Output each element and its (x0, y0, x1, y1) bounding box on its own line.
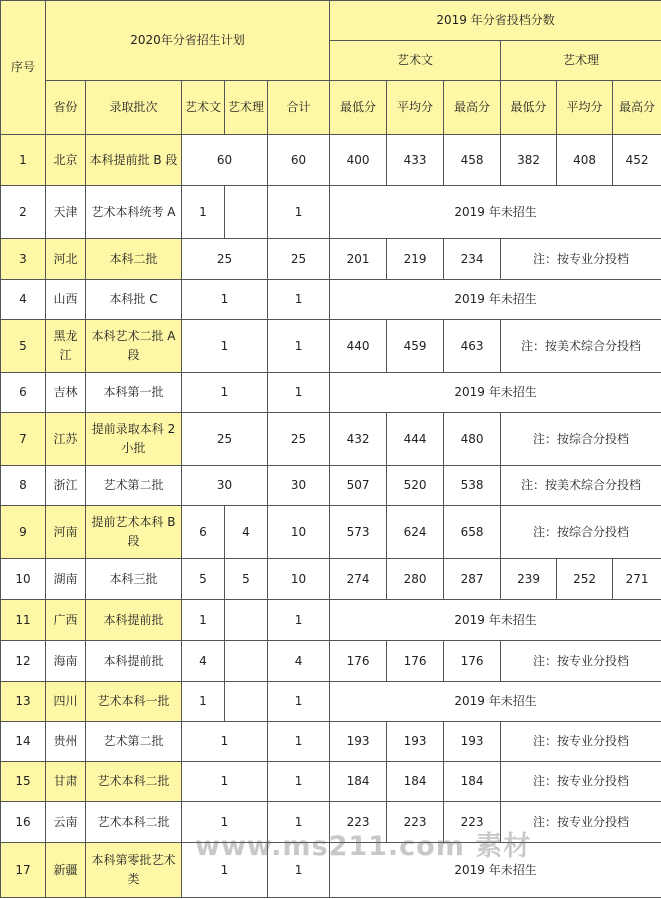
plan-total: 10 (268, 506, 330, 559)
row-number: 8 (1, 466, 46, 506)
header-batch: 录取批次 (86, 81, 182, 135)
plan-science (225, 682, 268, 722)
arts-avg-score: 444 (387, 413, 444, 466)
batch: 艺术第二批 (86, 722, 182, 762)
arts-max-score: 176 (444, 641, 501, 682)
plan-arts: 4 (182, 641, 225, 682)
row-number: 10 (1, 559, 46, 600)
province: 吉林 (46, 373, 86, 413)
header-province: 省份 (46, 81, 86, 135)
not-enrolled-note: 2019 年未招生 (330, 600, 661, 641)
table-row (1, 320, 661, 373)
arts-max-score: 184 (444, 762, 501, 802)
row-number: 14 (1, 722, 46, 762)
batch: 艺术本科二批 (86, 762, 182, 802)
not-enrolled-note: 2019 年未招生 (330, 843, 661, 898)
science-note: 注：按专业分投档 (501, 722, 661, 762)
science-min-score: 239 (501, 559, 557, 600)
plan-total: 1 (268, 762, 330, 802)
science-note: 注：按美术综合分投档 (501, 320, 661, 373)
batch: 本科三批 (86, 559, 182, 600)
plan-total: 1 (268, 373, 330, 413)
arts-min-score: 274 (330, 559, 387, 600)
table-row (1, 186, 661, 239)
province: 天津 (46, 186, 86, 239)
row-number: 9 (1, 506, 46, 559)
header-plan-title: 2020年分省招生计划 (46, 1, 330, 81)
row-number: 2 (1, 186, 46, 239)
arts-max-score: 287 (444, 559, 501, 600)
science-avg-score: 252 (557, 559, 613, 600)
plan-total: 10 (268, 559, 330, 600)
row-number: 15 (1, 762, 46, 802)
arts-avg-score: 433 (387, 135, 444, 186)
plan-total: 60 (268, 135, 330, 186)
header-sci-min: 最低分 (501, 81, 557, 135)
header-art-science: 艺术理 (501, 41, 661, 81)
arts-min-score: 440 (330, 320, 387, 373)
arts-min-score: 184 (330, 762, 387, 802)
province: 黑龙江 (46, 320, 86, 373)
plan-count: 1 (182, 280, 268, 320)
row-number: 11 (1, 600, 46, 641)
table-row (1, 239, 661, 280)
plan-count: 1 (182, 320, 268, 373)
science-avg-score: 408 (557, 135, 613, 186)
batch: 本科二批 (86, 239, 182, 280)
not-enrolled-note: 2019 年未招生 (330, 186, 661, 239)
arts-max-score: 480 (444, 413, 501, 466)
arts-max-score: 193 (444, 722, 501, 762)
batch: 艺术本科统考 A (86, 186, 182, 239)
table-row (1, 135, 661, 186)
table-row (1, 762, 661, 802)
province: 广西 (46, 600, 86, 641)
header-arts-min: 最低分 (330, 81, 387, 135)
arts-min-score: 400 (330, 135, 387, 186)
batch: 提前艺术本科 B 段 (86, 506, 182, 559)
plan-total: 30 (268, 466, 330, 506)
plan-total: 1 (268, 682, 330, 722)
science-note: 注：按综合分投档 (501, 506, 661, 559)
science-min-score: 382 (501, 135, 557, 186)
plan-total: 1 (268, 843, 330, 898)
table-row (1, 280, 661, 320)
plan-science (225, 186, 268, 239)
plan-count: 25 (182, 239, 268, 280)
arts-max-score: 223 (444, 802, 501, 843)
row-number: 17 (1, 843, 46, 898)
arts-min-score: 176 (330, 641, 387, 682)
province: 新疆 (46, 843, 86, 898)
header-arts-max: 最高分 (444, 81, 501, 135)
arts-min-score: 223 (330, 802, 387, 843)
arts-min-score: 201 (330, 239, 387, 280)
arts-min-score: 193 (330, 722, 387, 762)
header-art-arts: 艺术文 (330, 41, 501, 81)
header-sci-avg: 平均分 (557, 81, 613, 135)
plan-count: 1 (182, 762, 268, 802)
science-note: 注：按综合分投档 (501, 413, 661, 466)
row-number: 4 (1, 280, 46, 320)
batch: 艺术本科一批 (86, 682, 182, 722)
plan-science: 5 (225, 559, 268, 600)
batch: 艺术本科二批 (86, 802, 182, 843)
province: 海南 (46, 641, 86, 682)
arts-min-score: 432 (330, 413, 387, 466)
arts-max-score: 463 (444, 320, 501, 373)
plan-arts: 5 (182, 559, 225, 600)
arts-avg-score: 459 (387, 320, 444, 373)
plan-science (225, 641, 268, 682)
arts-max-score: 234 (444, 239, 501, 280)
plan-total: 1 (268, 600, 330, 641)
province: 河北 (46, 239, 86, 280)
plan-arts: 1 (182, 682, 225, 722)
batch: 本科第一批 (86, 373, 182, 413)
row-number: 16 (1, 802, 46, 843)
table-row (1, 373, 661, 413)
header-arts-avg: 平均分 (387, 81, 444, 135)
plan-arts: 1 (182, 186, 225, 239)
table-row (1, 722, 661, 762)
province: 北京 (46, 135, 86, 186)
header-total: 合计 (268, 81, 330, 135)
batch: 本科提前批 B 段 (86, 135, 182, 186)
province: 浙江 (46, 466, 86, 506)
arts-avg-score: 193 (387, 722, 444, 762)
arts-min-score: 507 (330, 466, 387, 506)
science-note: 注：按专业分投档 (501, 802, 661, 843)
row-number: 5 (1, 320, 46, 373)
arts-max-score: 538 (444, 466, 501, 506)
header-plan-science: 艺术理 (225, 81, 268, 135)
arts-avg-score: 280 (387, 559, 444, 600)
header-plan-arts: 艺术文 (182, 81, 225, 135)
plan-total: 25 (268, 413, 330, 466)
arts-avg-score: 223 (387, 802, 444, 843)
province: 云南 (46, 802, 86, 843)
batch: 本科提前批 (86, 641, 182, 682)
row-number: 12 (1, 641, 46, 682)
header-score-title: 2019 年分省投档分数 (330, 1, 661, 41)
plan-total: 4 (268, 641, 330, 682)
arts-avg-score: 176 (387, 641, 444, 682)
province: 贵州 (46, 722, 86, 762)
arts-avg-score: 624 (387, 506, 444, 559)
table-row (1, 466, 661, 506)
plan-count: 60 (182, 135, 268, 186)
plan-arts: 6 (182, 506, 225, 559)
science-note: 注：按美术综合分投档 (501, 466, 661, 506)
not-enrolled-note: 2019 年未招生 (330, 682, 661, 722)
table-row (1, 506, 661, 559)
plan-total: 1 (268, 722, 330, 762)
plan-science (225, 600, 268, 641)
arts-max-score: 658 (444, 506, 501, 559)
plan-total: 25 (268, 239, 330, 280)
table-row (1, 600, 661, 641)
arts-min-score: 573 (330, 506, 387, 559)
arts-max-score: 458 (444, 135, 501, 186)
plan-total: 1 (268, 802, 330, 843)
batch: 艺术第二批 (86, 466, 182, 506)
science-note: 注：按专业分投档 (501, 641, 661, 682)
science-max-score: 452 (613, 135, 661, 186)
province: 江苏 (46, 413, 86, 466)
province: 四川 (46, 682, 86, 722)
batch: 本科艺术二批 A 段 (86, 320, 182, 373)
header-sci-max: 最高分 (613, 81, 661, 135)
batch: 提前录取本科 2 小批 (86, 413, 182, 466)
arts-avg-score: 184 (387, 762, 444, 802)
batch: 本科批 C (86, 280, 182, 320)
table-row (1, 413, 661, 466)
batch: 本科提前批 (86, 600, 182, 641)
header-seq: 序号 (1, 1, 46, 135)
province: 山西 (46, 280, 86, 320)
table-row (1, 559, 661, 600)
province: 甘肃 (46, 762, 86, 802)
plan-total: 1 (268, 320, 330, 373)
plan-count: 1 (182, 722, 268, 762)
arts-avg-score: 520 (387, 466, 444, 506)
row-number: 1 (1, 135, 46, 186)
plan-count: 25 (182, 413, 268, 466)
plan-count: 1 (182, 373, 268, 413)
plan-count: 1 (182, 802, 268, 843)
plan-count: 30 (182, 466, 268, 506)
province: 河南 (46, 506, 86, 559)
not-enrolled-note: 2019 年未招生 (330, 280, 661, 320)
row-number: 13 (1, 682, 46, 722)
science-note: 注：按专业分投档 (501, 239, 661, 280)
table-row (1, 682, 661, 722)
not-enrolled-note: 2019 年未招生 (330, 373, 661, 413)
table-row (1, 641, 661, 682)
plan-total: 1 (268, 186, 330, 239)
science-max-score: 271 (613, 559, 661, 600)
plan-science: 4 (225, 506, 268, 559)
plan-count: 1 (182, 843, 268, 898)
row-number: 7 (1, 413, 46, 466)
batch: 本科第零批艺术类 (86, 843, 182, 898)
row-number: 3 (1, 239, 46, 280)
watermark: www.ms211.com 素材 (195, 831, 532, 862)
province: 湖南 (46, 559, 86, 600)
arts-avg-score: 219 (387, 239, 444, 280)
row-number: 6 (1, 373, 46, 413)
plan-arts: 1 (182, 600, 225, 641)
plan-total: 1 (268, 280, 330, 320)
science-note: 注：按专业分投档 (501, 762, 661, 802)
